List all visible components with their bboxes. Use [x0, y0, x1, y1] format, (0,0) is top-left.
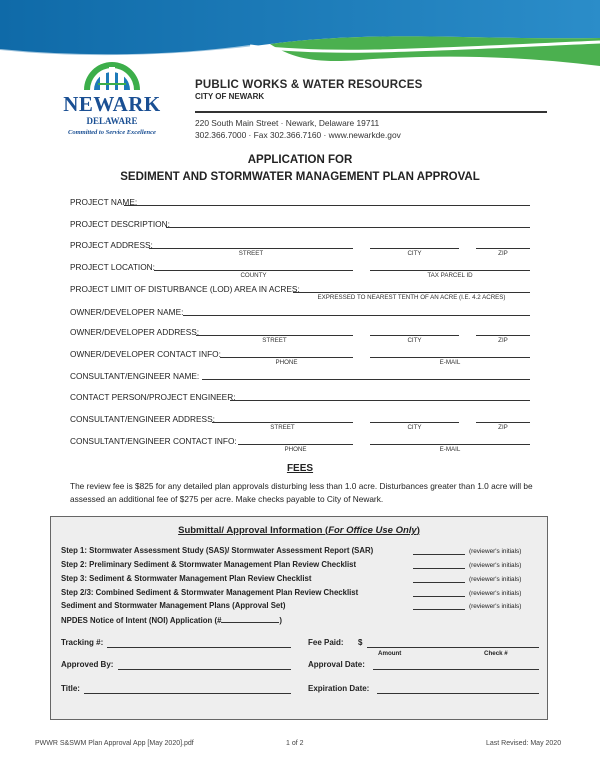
email-sublabel: E-MAIL: [439, 446, 461, 453]
office-use-title: [51, 525, 547, 536]
street-sublabel: STREET: [238, 250, 264, 257]
logo-main-text: NEWARK: [63, 92, 161, 116]
city-sublabel: CITY: [407, 337, 422, 344]
consultant-city-field[interactable]: [370, 422, 459, 423]
department-address: [195, 117, 401, 141]
zip-sublabel: ZIP: [498, 424, 508, 431]
step-2-label: Step 2: Preliminary Sediment & Stormwater Management Plan Review Checklist: [61, 560, 357, 569]
step-3-initials-field[interactable]: [413, 582, 465, 583]
approval-set-label: Sediment and Stormwater Management Plans (Approval Set): [61, 601, 286, 610]
form-title-line2: SEDIMENT AND STORMWATER MANAGEMENT PLAN APPROVAL: [120, 171, 480, 183]
project-name-label: PROJECT NAME:: [70, 197, 138, 207]
owner-name-label: OWNER/DEVELOPER NAME:: [70, 307, 184, 317]
approval-date-label: Approval Date:: [308, 660, 365, 669]
npdes-close: ): [279, 616, 283, 625]
project-name-field[interactable]: [124, 205, 530, 206]
project-description-field[interactable]: [166, 227, 530, 228]
reviewer-initials-label: (reviewer's initials): [469, 590, 522, 597]
fee-paid-label: Fee Paid:: [308, 638, 344, 647]
footer-filename: PWWR S&SWM Plan Approval App [May 2020].pdf: [35, 740, 194, 747]
step-2-3-initials-field[interactable]: [413, 596, 465, 597]
street-sublabel: STREET: [270, 424, 295, 431]
title-field[interactable]: [84, 693, 291, 694]
project-lod-field[interactable]: [293, 292, 530, 293]
consultant-address-label: CONSULTANT/ENGINEER ADDRESS:: [70, 414, 215, 424]
step-2-initials-field[interactable]: [413, 568, 465, 569]
reviewer-initials-label: (reviewer's initials): [469, 548, 522, 555]
office-use-box: [50, 516, 548, 720]
consultant-zip-field[interactable]: [476, 422, 530, 423]
owner-email-field[interactable]: [370, 357, 530, 358]
amount-sublabel: Amount: [378, 650, 402, 657]
project-location-label: PROJECT LOCATION:: [70, 262, 155, 272]
zip-sublabel: ZIP: [498, 337, 508, 344]
npdes-label: [61, 615, 282, 625]
fee-amount-field[interactable]: [367, 647, 539, 648]
lod-hint: EXPRESSED TO NEAREST TENTH OF AN ACRE (I.E. 4.2 ACRES): [317, 294, 506, 301]
logo-emblem-icon: [80, 50, 144, 94]
owner-zip-field[interactable]: [476, 335, 530, 336]
department-name: PUBLIC WORKS & WATER RESOURCES: [195, 79, 423, 91]
office-title-italic: For Office Use Only: [328, 525, 417, 536]
consultant-phone-field[interactable]: [238, 444, 353, 445]
approved-by-field[interactable]: [118, 669, 291, 670]
approval-set-initials-field[interactable]: [413, 609, 465, 610]
consultant-name-label: CONSULTANT/ENGINEER NAME:: [70, 371, 200, 381]
check-sublabel: Check #: [484, 650, 508, 657]
contact-person-label: CONTACT PERSON/PROJECT ENGINEER:: [70, 392, 236, 402]
street-sublabel: STREET: [262, 337, 287, 344]
zip-sublabel: ZIP: [498, 250, 508, 257]
logo-tagline: Committed to Service Excellence: [68, 129, 156, 136]
approval-date-field[interactable]: [373, 669, 539, 670]
project-city-field[interactable]: [370, 248, 459, 249]
city-logo: [52, 50, 172, 145]
header-divider: [195, 111, 547, 113]
approved-by-label: Approved By:: [61, 660, 114, 669]
tracking-field[interactable]: [107, 647, 291, 648]
project-county-field[interactable]: [154, 270, 353, 271]
dollar-sign: $: [358, 638, 363, 647]
owner-city-field[interactable]: [370, 335, 459, 336]
owner-street-field[interactable]: [196, 335, 353, 336]
reviewer-initials-label: (reviewer's initials): [469, 603, 522, 610]
title-label: Title:: [61, 684, 80, 693]
contact-line: 302.366.7000 · Fax 302.366.7160 · www.newarkde.gov: [195, 130, 401, 140]
city-name: CITY OF NEWARK: [195, 92, 265, 101]
reviewer-initials-label: (reviewer's initials): [469, 562, 522, 569]
consultant-street-field[interactable]: [212, 422, 353, 423]
project-tax-parcel-field[interactable]: [370, 270, 530, 271]
tax-parcel-sublabel: TAX PARCEL ID: [427, 272, 473, 279]
project-street-field[interactable]: [149, 248, 353, 249]
city-sublabel: CITY: [407, 424, 422, 431]
step-1-label: Step 1: Stormwater Assessment Study (SAS)/ Stormwater Assessment Report (SAR): [61, 546, 374, 555]
logo-sub-text: DELAWARE: [86, 116, 138, 126]
consultant-name-field[interactable]: [202, 379, 530, 380]
contact-person-field[interactable]: [230, 400, 530, 401]
step-1-initials-field[interactable]: [413, 554, 465, 555]
consultant-email-field[interactable]: [370, 444, 530, 445]
phone-sublabel: PHONE: [284, 446, 307, 453]
office-title-prefix: Submittal/ Approval Information (: [178, 525, 329, 536]
project-address-label: PROJECT ADDRESS:: [70, 240, 153, 250]
owner-address-label: OWNER/DEVELOPER ADDRESS:: [70, 327, 200, 337]
city-sublabel: CITY: [407, 250, 422, 257]
email-sublabel: E-MAIL: [439, 359, 461, 366]
owner-name-field[interactable]: [183, 315, 530, 316]
reviewer-initials-label: (reviewer's initials): [469, 576, 522, 583]
footer-page-number: 1 of 2: [286, 740, 304, 747]
npdes-number-field[interactable]: [221, 615, 279, 623]
owner-contact-label: OWNER/DEVELOPER CONTACT INFO:: [70, 349, 221, 359]
fees-heading: FEES: [286, 463, 314, 474]
tracking-label: Tracking #:: [61, 638, 104, 647]
address-line: 220 South Main Street · Newark, Delaware 19711: [195, 118, 380, 128]
office-title-suffix: ): [416, 525, 420, 536]
expiration-date-field[interactable]: [377, 693, 539, 694]
step-3-label: Step 3: Sediment & Stormwater Management Plan Review Checklist: [61, 574, 312, 583]
expiration-date-label: Expiration Date:: [308, 684, 370, 693]
step-2-3-label: Step 2/3: Combined Sediment & Stormwater Management Plan Review Checklist: [61, 588, 359, 597]
phone-sublabel: PHONE: [275, 359, 298, 366]
owner-phone-field[interactable]: [220, 357, 353, 358]
fees-text: The review fee is $825 for any detailed plan approvals disturbing less than 1.0 acre. Disturbances greater than 1.0 acre will be assessed an additional fee of $275 per acre. Make checks payable to City of Newark.: [70, 481, 533, 504]
consultant-contact-label: CONSULTANT/ENGINEER CONTACT INFO:: [70, 436, 237, 446]
project-zip-field[interactable]: [476, 248, 530, 249]
npdes-text: NPDES Notice of Intent (NOI) Application (#: [61, 616, 222, 625]
form-title-line1: APPLICATION FOR: [247, 154, 353, 166]
county-sublabel: COUNTY: [240, 272, 267, 279]
project-description-label: PROJECT DESCRIPTION:: [70, 219, 170, 229]
footer-revised: Last Revised: May 2020: [486, 740, 562, 747]
project-lod-label: PROJECT LIMIT OF DISTURBANCE (LOD) AREA IN ACRES:: [70, 284, 300, 294]
